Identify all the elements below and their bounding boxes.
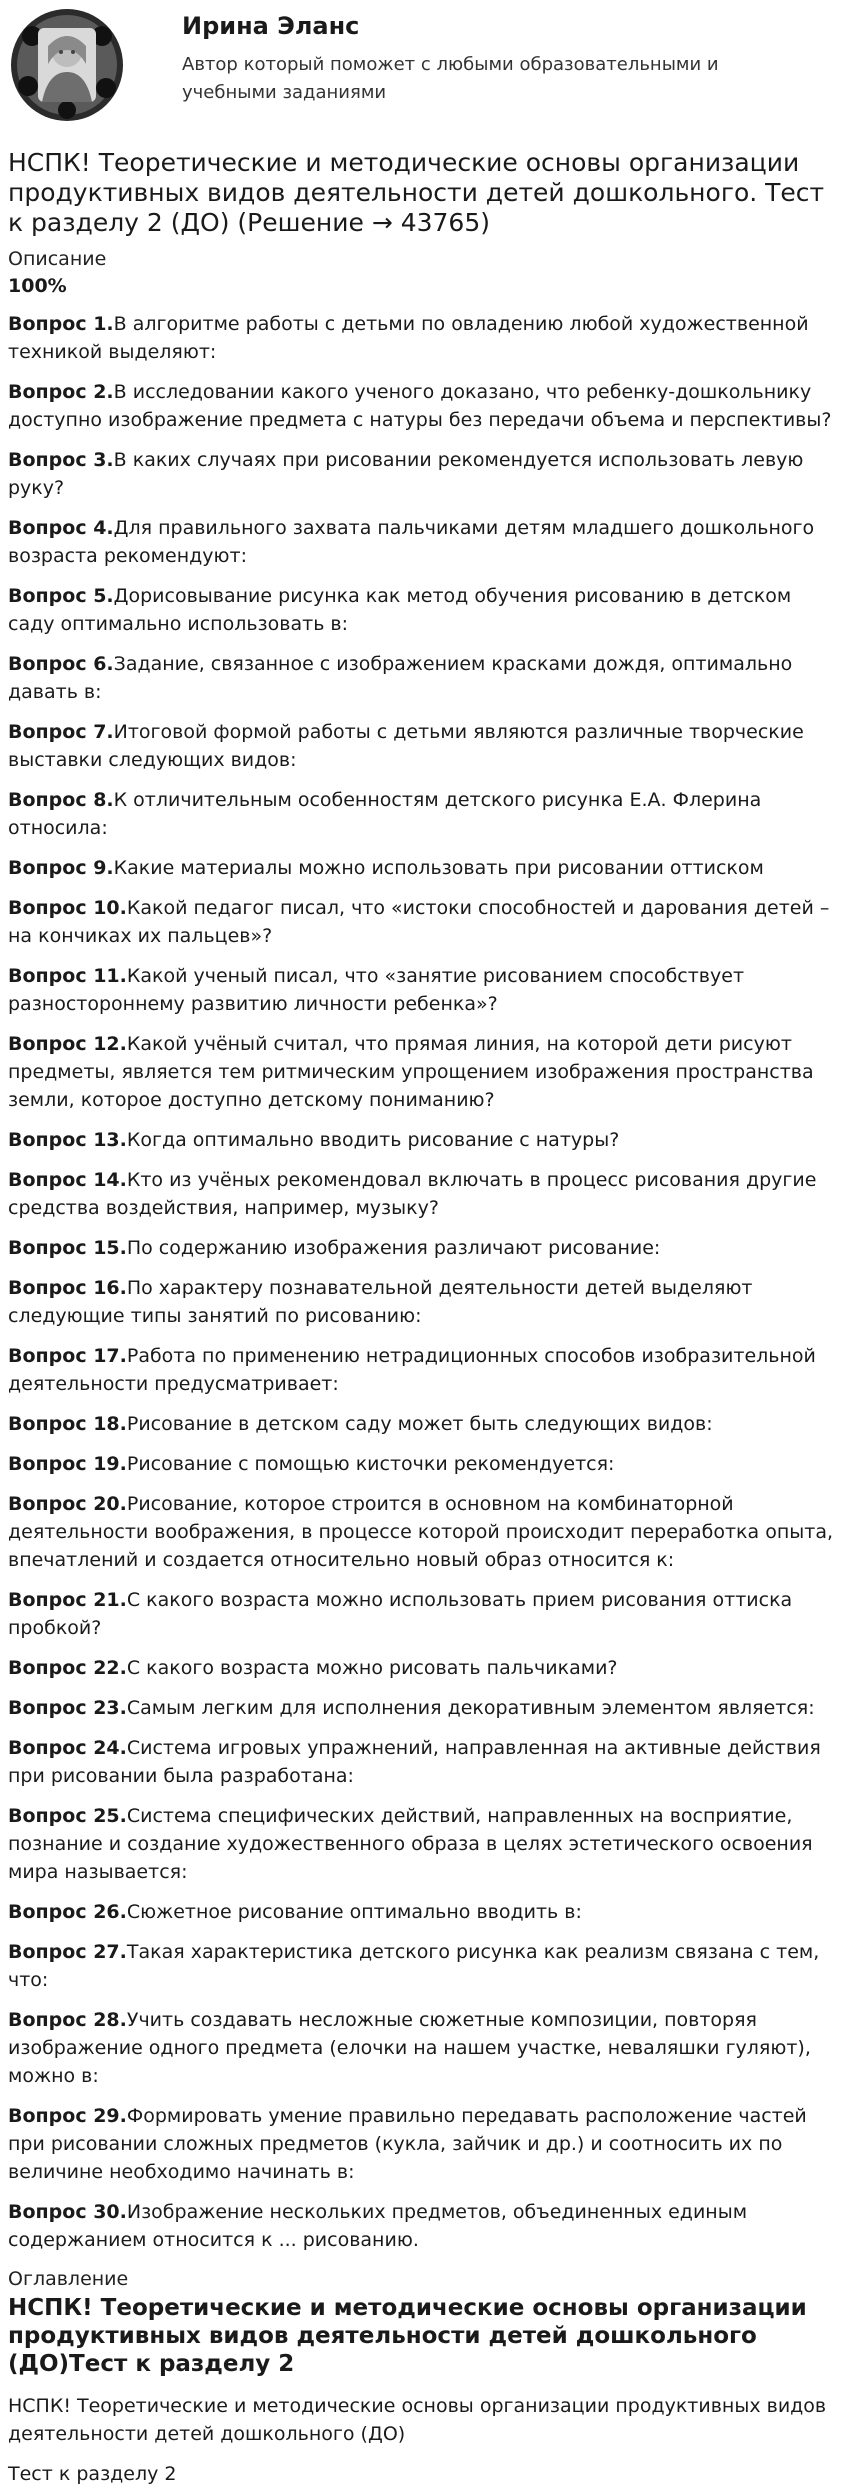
author-card: [8, 0, 839, 140]
question-text: Итоговой формой работы с детьми являются различные творческие выставки следующих видов:: [8, 721, 804, 771]
question-text: В исследовании какого ученого доказано, что ребенку-дошкольнику доступно изображение предмета с натуры без передачи объема и перспективы?: [8, 381, 832, 431]
question-text: Какой учёный считал, что прямая линия, на которой дети рисуют предметы, является тем ритмическим упрощением изображения пространства земли, которое доступно детскому пониманию?: [8, 1033, 814, 1111]
list-item: [8, 2102, 839, 2186]
list-item: [8, 962, 839, 1018]
question-number: Вопрос 20.: [8, 1493, 127, 1515]
question-text: Какой педагог писал, что «истоки способностей и дарования детей – на кончиках их пальцев»?: [8, 897, 830, 947]
list-item: [8, 1938, 839, 1994]
film-reel-avatar-icon: [8, 6, 126, 124]
author-description: Автор который поможет с любыми образовательными и учебными заданиями: [182, 54, 719, 103]
list-item: [8, 1490, 839, 1574]
list-item: [8, 582, 839, 638]
question-text: Какие материалы можно использовать при рисовании оттиском: [113, 857, 764, 879]
question-text: Дорисовывание рисунка как метод обучения рисованию в детском саду оптимально использовать в:: [8, 585, 792, 635]
question-text: Кто из учёных рекомендовал включать в процесс рисования другие средства воздействия, например, музыку?: [8, 1169, 817, 1219]
list-item: [8, 1410, 839, 1438]
list-item: [8, 1654, 839, 1682]
question-number: Вопрос 9.: [8, 857, 114, 879]
question-text: Самым легким для исполнения декоративным элементом является:: [126, 1697, 815, 1719]
question-number: Вопрос 5.: [8, 585, 114, 607]
list-item: [8, 2006, 839, 2090]
question-text: Система специфических действий, направленных на восприятие, познание и создание художественного образа в целях эстетического освоения мира называется:: [8, 1805, 813, 1883]
list-item: [8, 650, 839, 706]
question-text: В алгоритме работы с детьми по овладению любой художественной техникой выделяют:: [8, 313, 809, 363]
list-item: [8, 1586, 839, 1642]
question-number: Вопрос 21.: [8, 1589, 127, 1611]
question-number: Вопрос 2.: [8, 381, 114, 403]
question-number: Вопрос 11.: [8, 965, 127, 987]
question-number: Вопрос 3.: [8, 449, 114, 471]
author-info: [182, 6, 782, 107]
question-number: Вопрос 6.: [8, 653, 114, 675]
list-item: [8, 514, 839, 570]
toc-section: Тест к разделу 2: [8, 2463, 177, 2485]
list-item: [8, 1450, 839, 1478]
question-number: Вопрос 4.: [8, 517, 114, 539]
question-number: Вопрос 12.: [8, 1033, 127, 1055]
question-text: Рисование в детском саду может быть следующих видов:: [126, 1413, 713, 1435]
question-text: Изображение нескольких предметов, объединенных единым содержанием относится к ... рисованию.: [8, 2201, 748, 2251]
question-number: Вопрос 1.: [8, 313, 114, 335]
question-number: Вопрос 27.: [8, 1941, 127, 1963]
question-number: Вопрос 15.: [8, 1237, 127, 1259]
page-title: НСПК! Теоретические и методические основы организации продуктивных видов деятельности детей дошкольного. Тест к разделу 2 (ДО) (Решение → 43765): [8, 148, 825, 237]
question-text: Какой ученый писал, что «занятие рисованием способствует разностороннему развитию личности ребенка»?: [8, 965, 745, 1015]
question-number: Вопрос 19.: [8, 1453, 127, 1475]
list-item: [8, 446, 839, 502]
question-text: По содержанию изображения различают рисование:: [126, 1237, 661, 1259]
question-text: В каких случаях при рисовании рекомендуется использовать левую руку?: [8, 449, 804, 499]
question-number: Вопрос 24.: [8, 1737, 127, 1759]
question-text: Такая характеристика детского рисунка как реализм связана с тем, что:: [8, 1941, 820, 1991]
toc-course: НСПК! Теоретические и методические основы организации продуктивных видов деятельности детей дошкольного (ДО): [8, 2395, 827, 2445]
list-item: [8, 1694, 839, 1722]
description-label: Описание: [8, 248, 107, 270]
question-text: Учить создавать несложные сюжетные композиции, повторяя изображение одного предмета (елочки на нашем участке, неваляшки гуляют), можно в:: [8, 2009, 811, 2087]
list-item: [8, 1126, 839, 1154]
question-text: Формировать умение правильно передавать расположение частей при рисовании сложных предметов (кукла, зайчик и др.) и соотносить их по величине необходимо начинать в:: [8, 2105, 807, 2183]
author-avatar[interactable]: [8, 6, 126, 124]
list-item: [8, 378, 839, 434]
question-number: Вопрос 7.: [8, 721, 114, 743]
list-item: [8, 1734, 839, 1790]
question-number: Вопрос 26.: [8, 1901, 127, 1923]
question-number: Вопрос 10.: [8, 897, 127, 919]
question-number: Вопрос 18.: [8, 1413, 127, 1435]
question-number: Вопрос 17.: [8, 1345, 127, 1367]
list-item: [8, 1234, 839, 1262]
list-item: [8, 718, 839, 774]
list-item: [8, 1342, 839, 1398]
question-text: Рисование с помощью кисточки рекомендуется:: [126, 1453, 615, 1475]
list-item: [8, 1274, 839, 1330]
question-text: Система игровых упражнений, направленная на активные действия при рисовании была разработана:: [8, 1737, 821, 1787]
question-list: [8, 310, 839, 2254]
question-text: Сюжетное рисование оптимально вводить в:: [126, 1901, 582, 1923]
question-number: Вопрос 28.: [8, 2009, 127, 2031]
list-item: [8, 2198, 839, 2254]
question-text: По характеру познавательной деятельности детей выделяют следующие типы занятий по рисованию:: [8, 1277, 753, 1327]
list-item: [8, 1898, 839, 1926]
score-badge: 100%: [8, 275, 67, 297]
list-item: [8, 786, 839, 842]
list-item: [8, 894, 839, 950]
question-number: Вопрос 16.: [8, 1277, 127, 1299]
question-text: Когда оптимально вводить рисование с натуры?: [126, 1129, 620, 1151]
question-number: Вопрос 29.: [8, 2105, 127, 2127]
toc-title: НСПК! Теоретические и методические основы организации продуктивных видов деятельности детей дошкольного (ДО)Тест к разделу 2: [8, 2295, 807, 2377]
question-text: Задание, связанное с изображением красками дождя, оптимально давать в:: [8, 653, 793, 703]
question-text: С какого возраста можно рисовать пальчиками?: [126, 1657, 618, 1679]
question-number: Вопрос 8.: [8, 789, 114, 811]
question-number: Вопрос 23.: [8, 1697, 127, 1719]
question-text: Рисование, которое строится в основном на комбинаторной деятельности воображения, в процессе которой происходит переработка опыта, впечатлений и создается относительно новый образ относится к:: [8, 1493, 834, 1571]
question-text: С какого возраста можно использовать прием рисования оттиска пробкой?: [8, 1589, 793, 1639]
list-item: [8, 310, 839, 366]
author-name[interactable]: Ирина Эланс: [182, 12, 360, 40]
question-number: Вопрос 14.: [8, 1169, 127, 1191]
question-number: Вопрос 13.: [8, 1129, 127, 1151]
list-item: [8, 1802, 839, 1886]
list-item: [8, 1030, 839, 1114]
question-number: Вопрос 22.: [8, 1657, 127, 1679]
question-number: Вопрос 30.: [8, 2201, 127, 2223]
question-text: К отличительным особенностям детского рисунка Е.А. Флерина относила:: [8, 789, 762, 839]
list-item: [8, 854, 839, 882]
question-text: Работа по применению нетрадиционных способов изобразительной деятельности предусматривает:: [8, 1345, 816, 1395]
question-number: Вопрос 25.: [8, 1805, 127, 1827]
question-text: Для правильного захвата пальчиками детям младшего дошкольного возраста рекомендуют:: [8, 517, 815, 567]
toc-label: Оглавление: [8, 2268, 129, 2290]
list-item: [8, 1166, 839, 1222]
